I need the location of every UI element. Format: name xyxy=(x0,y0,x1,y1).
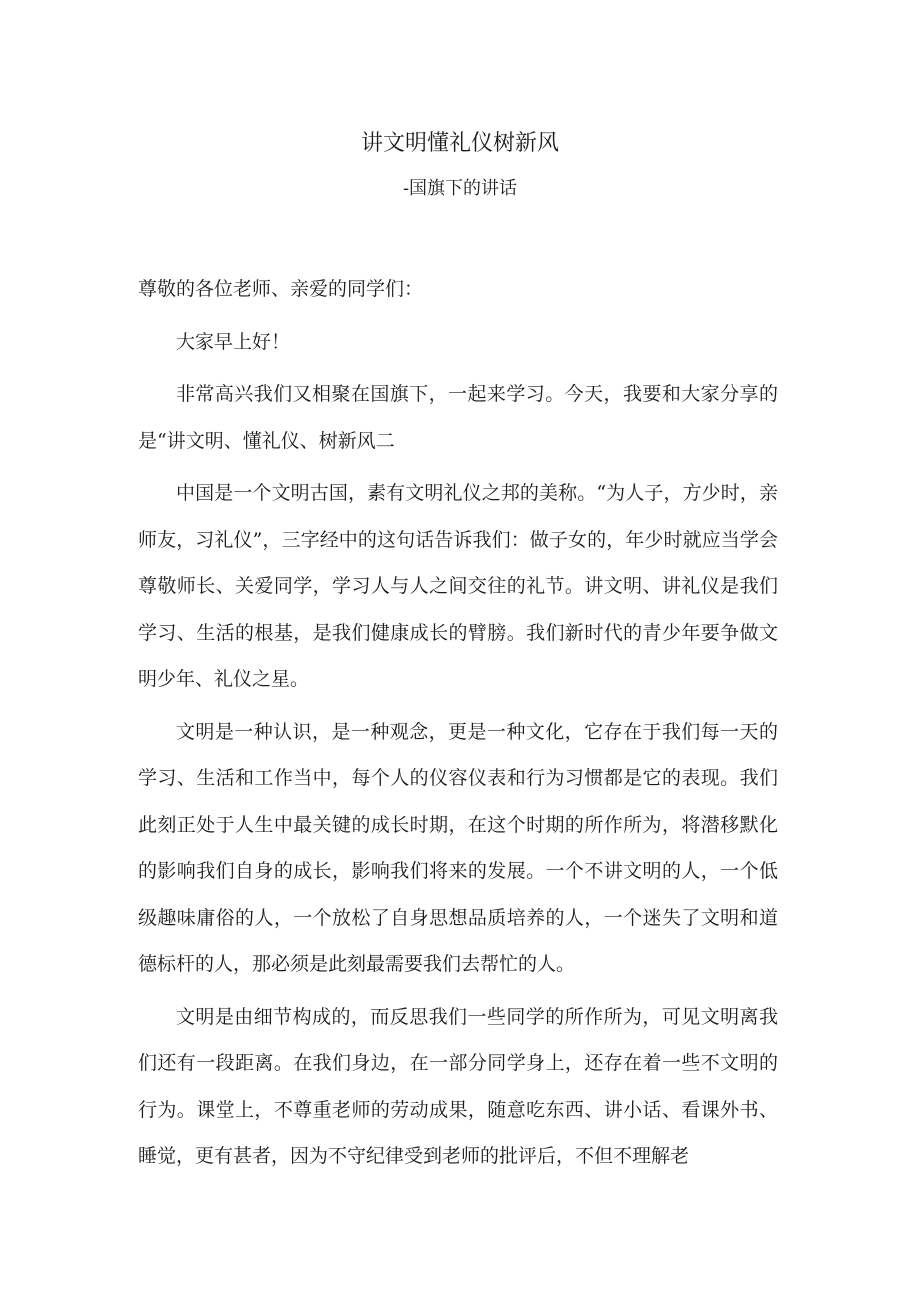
paragraph-civilization-concept: 文明是一种认识，是一种观念，更是一种文化，它存在于我们每一天的学习、生活和工作当中，每个人的仪容仪表和行为习惯都是它的表现。我们此刻正处于人生中最关键的成长时期，在这个时期的所作所为，将潜移默化的影响我们自身的成长，影响我们将来的发展。一个不讲文明的人，一个低级趣味庸俗的人，一个放松了自身思想品质培养的人，一个迷失了文明和道德标杆的人，那必须是此刻最需要我们去帮忙的人。 xyxy=(138,720,778,975)
salutation: 尊敬的各位老师、亲爱的同学们： xyxy=(138,278,424,300)
document-title: 讲文明懂礼仪树新风 xyxy=(360,131,559,156)
paragraph-intro: 非常高兴我们又相聚在国旗下，一起来学习。今天，我要和大家分享的是“讲文明、懂礼仪、树新风二 xyxy=(138,383,778,452)
paragraph-greeting: 大家早上好！ xyxy=(176,330,291,353)
document-body xyxy=(138,266,778,1186)
paragraph-china-etiquette: 中国是一个文明古国，素有文明礼仪之邦的美称。“为人子，方少时，亲师友，习礼仪”，三字经中的这句话告诉我们：做子女的，年少时就应当学会尊敬师长、关爱同学，学习人与人之间交往的礼节。讲文明、讲礼仪是我们学习、生活的根基，是我们健康成长的臂膀。我们新时代的青少年要争做文明少年、礼仪之星。 xyxy=(138,482,778,690)
paragraph-civilization-details: 文明是由细节构成的，而反思我们一些同学的所作所为，可见文明离我们还有一段距离。在我们身边，在一部分同学身上，还存在着一些不文明的行为。课堂上，不尊重老师的劳动成果，随意吃东西、讲小话、看课外书、睡觉，更有甚者，因为不守纪律受到老师的批评后，不但不理解老 xyxy=(138,1005,778,1167)
document-subtitle: -国旗下的讲话 xyxy=(402,178,518,199)
